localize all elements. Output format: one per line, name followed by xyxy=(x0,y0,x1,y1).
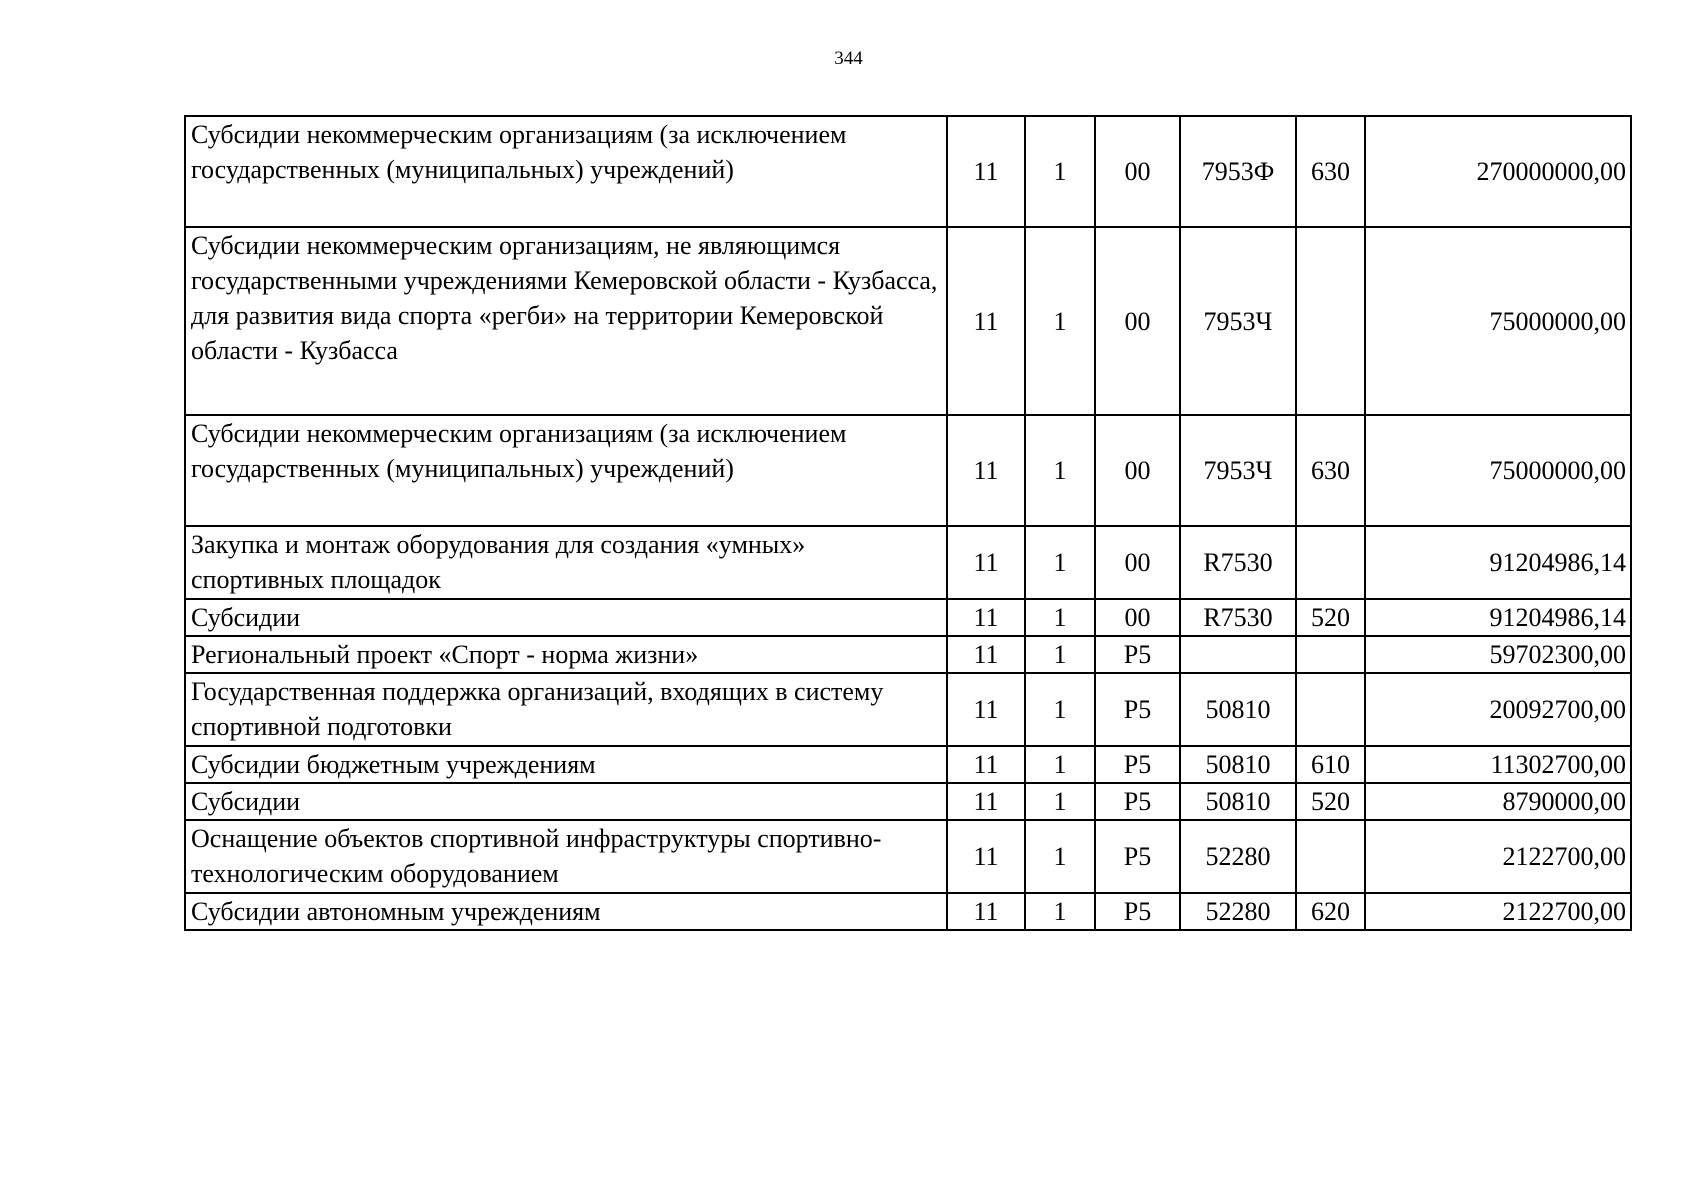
amount-cell: 75000000,00 xyxy=(1365,415,1631,526)
direction-code-cell: R7530 xyxy=(1180,599,1296,636)
subsection-code-cell: 1 xyxy=(1025,599,1095,636)
direction-code-cell: 7953Ф xyxy=(1180,116,1296,227)
section-code-cell: 11 xyxy=(947,526,1025,599)
expense-name-cell: Государственная поддержка организаций, входящих в систему спортивной подготовки xyxy=(185,673,947,746)
program-code-cell: 00 xyxy=(1095,526,1180,599)
table-row xyxy=(185,673,1631,746)
expense-type-cell xyxy=(1296,820,1365,893)
program-code-cell: P5 xyxy=(1095,893,1180,930)
amount-cell: 2122700,00 xyxy=(1365,820,1631,893)
direction-code-cell: R7530 xyxy=(1180,526,1296,599)
expense-name-cell: Субсидии некоммерческим организациям (за исключением государственных (муниципальных) учреждений) xyxy=(185,116,947,227)
section-code-cell: 11 xyxy=(947,599,1025,636)
direction-code-cell: 52280 xyxy=(1180,820,1296,893)
amount-cell: 59702300,00 xyxy=(1365,636,1631,673)
table-row xyxy=(185,636,1631,673)
amount-cell: 75000000,00 xyxy=(1365,227,1631,415)
section-code-cell: 11 xyxy=(947,746,1025,783)
expense-type-cell: 520 xyxy=(1296,783,1365,820)
expense-name-cell: Субсидии бюджетным учреждениям xyxy=(185,746,947,783)
amount-cell: 8790000,00 xyxy=(1365,783,1631,820)
table-row xyxy=(185,415,1631,526)
expense-type-cell: 620 xyxy=(1296,893,1365,930)
section-code-cell: 11 xyxy=(947,783,1025,820)
expense-type-cell xyxy=(1296,636,1365,673)
subsection-code-cell: 1 xyxy=(1025,746,1095,783)
expense-type-cell: 630 xyxy=(1296,415,1365,526)
direction-code-cell xyxy=(1180,636,1296,673)
subsection-code-cell: 1 xyxy=(1025,227,1095,415)
expense-name-cell: Субсидии некоммерческим организациям, не являющимся государственными учреждениями Кемеровской области - Кузбасса, для развития вида спорта «регби» на территории Кемеровской области - Кузбасса xyxy=(185,227,947,415)
subsection-code-cell: 1 xyxy=(1025,820,1095,893)
table-row xyxy=(185,599,1631,636)
expense-name-cell: Субсидии xyxy=(185,599,947,636)
expense-type-cell: 610 xyxy=(1296,746,1365,783)
section-code-cell: 11 xyxy=(947,820,1025,893)
program-code-cell: P5 xyxy=(1095,673,1180,746)
program-code-cell: 00 xyxy=(1095,116,1180,227)
program-code-cell: P5 xyxy=(1095,820,1180,893)
expense-name-cell: Субсидии xyxy=(185,783,947,820)
direction-code-cell: 7953Ч xyxy=(1180,227,1296,415)
subsection-code-cell: 1 xyxy=(1025,636,1095,673)
program-code-cell: P5 xyxy=(1095,746,1180,783)
amount-cell: 11302700,00 xyxy=(1365,746,1631,783)
subsection-code-cell: 1 xyxy=(1025,893,1095,930)
table-row xyxy=(185,116,1631,227)
program-code-cell: 00 xyxy=(1095,227,1180,415)
budget-table xyxy=(184,115,1632,931)
amount-cell: 91204986,14 xyxy=(1365,599,1631,636)
section-code-cell: 11 xyxy=(947,636,1025,673)
expense-name-cell: Закупка и монтаж оборудования для создания «умных» спортивных площадок xyxy=(185,526,947,599)
page-number: 344 xyxy=(834,48,863,69)
amount-cell: 2122700,00 xyxy=(1365,893,1631,930)
expense-type-cell xyxy=(1296,526,1365,599)
expense-type-cell: 520 xyxy=(1296,599,1365,636)
program-code-cell: 00 xyxy=(1095,599,1180,636)
expense-name-cell: Субсидии автономным учреждениям xyxy=(185,893,947,930)
section-code-cell: 11 xyxy=(947,893,1025,930)
expense-name-cell: Региональный проект «Спорт - норма жизни» xyxy=(185,636,947,673)
table-row xyxy=(185,746,1631,783)
subsection-code-cell: 1 xyxy=(1025,415,1095,526)
direction-code-cell: 7953Ч xyxy=(1180,415,1296,526)
program-code-cell: P5 xyxy=(1095,783,1180,820)
section-code-cell: 11 xyxy=(947,227,1025,415)
section-code-cell: 11 xyxy=(947,673,1025,746)
expense-name-cell: Субсидии некоммерческим организациям (за исключением государственных (муниципальных) учреждений) xyxy=(185,415,947,526)
table-row xyxy=(185,893,1631,930)
direction-code-cell: 50810 xyxy=(1180,746,1296,783)
subsection-code-cell: 1 xyxy=(1025,783,1095,820)
table-row xyxy=(185,526,1631,599)
section-code-cell: 11 xyxy=(947,415,1025,526)
amount-cell: 270000000,00 xyxy=(1365,116,1631,227)
table-row xyxy=(185,227,1631,415)
expense-type-cell: 630 xyxy=(1296,116,1365,227)
direction-code-cell: 50810 xyxy=(1180,673,1296,746)
program-code-cell: P5 xyxy=(1095,636,1180,673)
subsection-code-cell: 1 xyxy=(1025,673,1095,746)
table-row xyxy=(185,783,1631,820)
subsection-code-cell: 1 xyxy=(1025,526,1095,599)
subsection-code-cell: 1 xyxy=(1025,116,1095,227)
amount-cell: 91204986,14 xyxy=(1365,526,1631,599)
expense-name-cell: Оснащение объектов спортивной инфраструктуры спортивно-технологическим оборудованием xyxy=(185,820,947,893)
amount-cell: 20092700,00 xyxy=(1365,673,1631,746)
table-row xyxy=(185,820,1631,893)
direction-code-cell: 50810 xyxy=(1180,783,1296,820)
program-code-cell: 00 xyxy=(1095,415,1180,526)
direction-code-cell: 52280 xyxy=(1180,893,1296,930)
expense-type-cell xyxy=(1296,673,1365,746)
expense-type-cell xyxy=(1296,227,1365,415)
section-code-cell: 11 xyxy=(947,116,1025,227)
